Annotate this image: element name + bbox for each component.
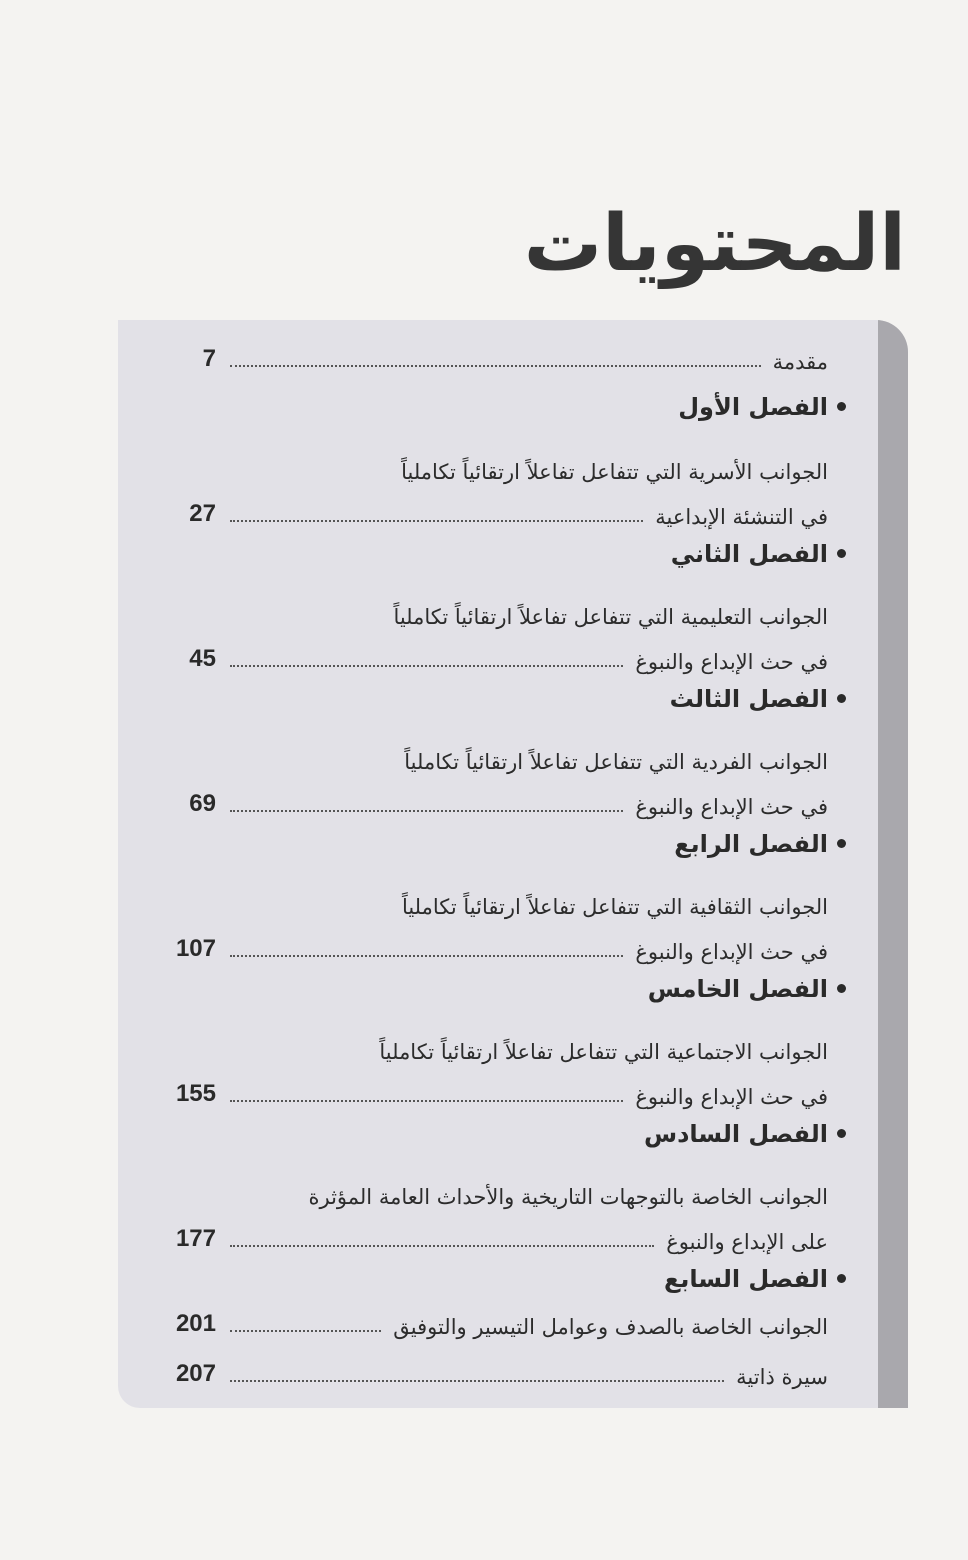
toc-entry bbox=[118, 1345, 908, 1395]
bullet-icon bbox=[837, 1274, 846, 1283]
toc-text: الجوانب التعليمية التي تتفاعل تفاعلاً ارتقائياً تكاملياً bbox=[393, 605, 828, 629]
page-number: 7 bbox=[202, 345, 216, 372]
toc-text: في التنشئة الإبداعية bbox=[655, 505, 828, 529]
bullet-icon bbox=[837, 694, 846, 703]
dot-leader bbox=[230, 1245, 654, 1247]
toc-chapter-heading bbox=[118, 377, 908, 427]
toc-chapter-heading bbox=[118, 524, 908, 574]
toc-text: الجوانب الخاصة بالصدف وعوامل التيسير والتوفيق bbox=[393, 1315, 828, 1339]
page-number: 107 bbox=[175, 935, 216, 962]
page-number: 69 bbox=[189, 790, 216, 817]
toc-text: على الإبداع والنبوغ bbox=[666, 1230, 828, 1254]
page-number: 27 bbox=[189, 500, 216, 527]
toc-text: الجوانب الأسرية التي تتفاعل تفاعلاً ارتقائياً تكاملياً bbox=[401, 460, 828, 484]
dot-leader bbox=[230, 520, 643, 522]
dot-leader bbox=[230, 955, 623, 957]
dot-leader bbox=[230, 1330, 381, 1332]
page-number: 201 bbox=[175, 1310, 216, 1337]
toc-text: الفصل الثالث bbox=[669, 685, 828, 713]
toc-chapter-heading bbox=[118, 959, 908, 1009]
toc-line bbox=[118, 585, 908, 635]
page-title: المحتويات bbox=[523, 199, 906, 289]
toc-line bbox=[118, 1165, 908, 1215]
dot-leader bbox=[230, 1380, 724, 1382]
toc-text: في حث الإبداع والنبوغ bbox=[635, 795, 828, 819]
toc-text: الفصل الخامس bbox=[647, 975, 828, 1003]
toc-text: الفصل السادس bbox=[643, 1120, 828, 1148]
toc-text: الجوانب الفردية التي تتفاعل تفاعلاً ارتقائياً تكاملياً bbox=[404, 750, 828, 774]
toc-text: الفصل السابع bbox=[663, 1265, 828, 1293]
dot-leader bbox=[230, 365, 761, 367]
bullet-icon bbox=[837, 1129, 846, 1138]
toc-text: في حث الإبداع والنبوغ bbox=[635, 1085, 828, 1109]
toc-text: الجوانب الاجتماعية التي تتفاعل تفاعلاً ارتقائياً تكاملياً bbox=[379, 1040, 828, 1064]
toc-chapter-heading bbox=[118, 814, 908, 864]
toc-line bbox=[118, 875, 908, 925]
bullet-icon bbox=[837, 549, 846, 558]
toc-text: الفصل الثاني bbox=[670, 540, 828, 568]
toc-chapter-heading bbox=[118, 1249, 908, 1299]
page-number: 207 bbox=[175, 1360, 216, 1387]
toc-text: الفصل الأول bbox=[678, 393, 828, 421]
toc-text: في حث الإبداع والنبوغ bbox=[635, 650, 828, 674]
bullet-icon bbox=[837, 402, 846, 411]
toc-entry bbox=[118, 1295, 908, 1345]
toc-text: مقدمة bbox=[772, 350, 828, 374]
dot-leader bbox=[230, 665, 623, 667]
bullet-icon bbox=[837, 839, 846, 848]
toc-entry bbox=[118, 330, 908, 380]
page-number: 155 bbox=[175, 1080, 216, 1107]
page-number: 177 bbox=[175, 1225, 216, 1252]
toc-chapter-heading bbox=[118, 1104, 908, 1154]
toc-chapter-heading bbox=[118, 669, 908, 719]
toc-text: الفصل الرابع bbox=[674, 830, 828, 858]
toc-text: في حث الإبداع والنبوغ bbox=[635, 940, 828, 964]
toc-text: الجوانب الخاصة بالتوجهات التاريخية والأحداث العامة المؤثرة bbox=[308, 1185, 828, 1209]
dot-leader bbox=[230, 1100, 623, 1102]
toc-line bbox=[118, 730, 908, 780]
dot-leader bbox=[230, 810, 623, 812]
toc-line bbox=[118, 1020, 908, 1070]
page-number: 45 bbox=[189, 645, 216, 672]
contents-panel bbox=[118, 320, 908, 1408]
toc-line bbox=[118, 440, 908, 490]
toc-text: سيرة ذاتية bbox=[736, 1365, 828, 1389]
bullet-icon bbox=[837, 984, 846, 993]
toc-text: الجوانب الثقافية التي تتفاعل تفاعلاً ارتقائياً تكاملياً bbox=[401, 895, 828, 919]
